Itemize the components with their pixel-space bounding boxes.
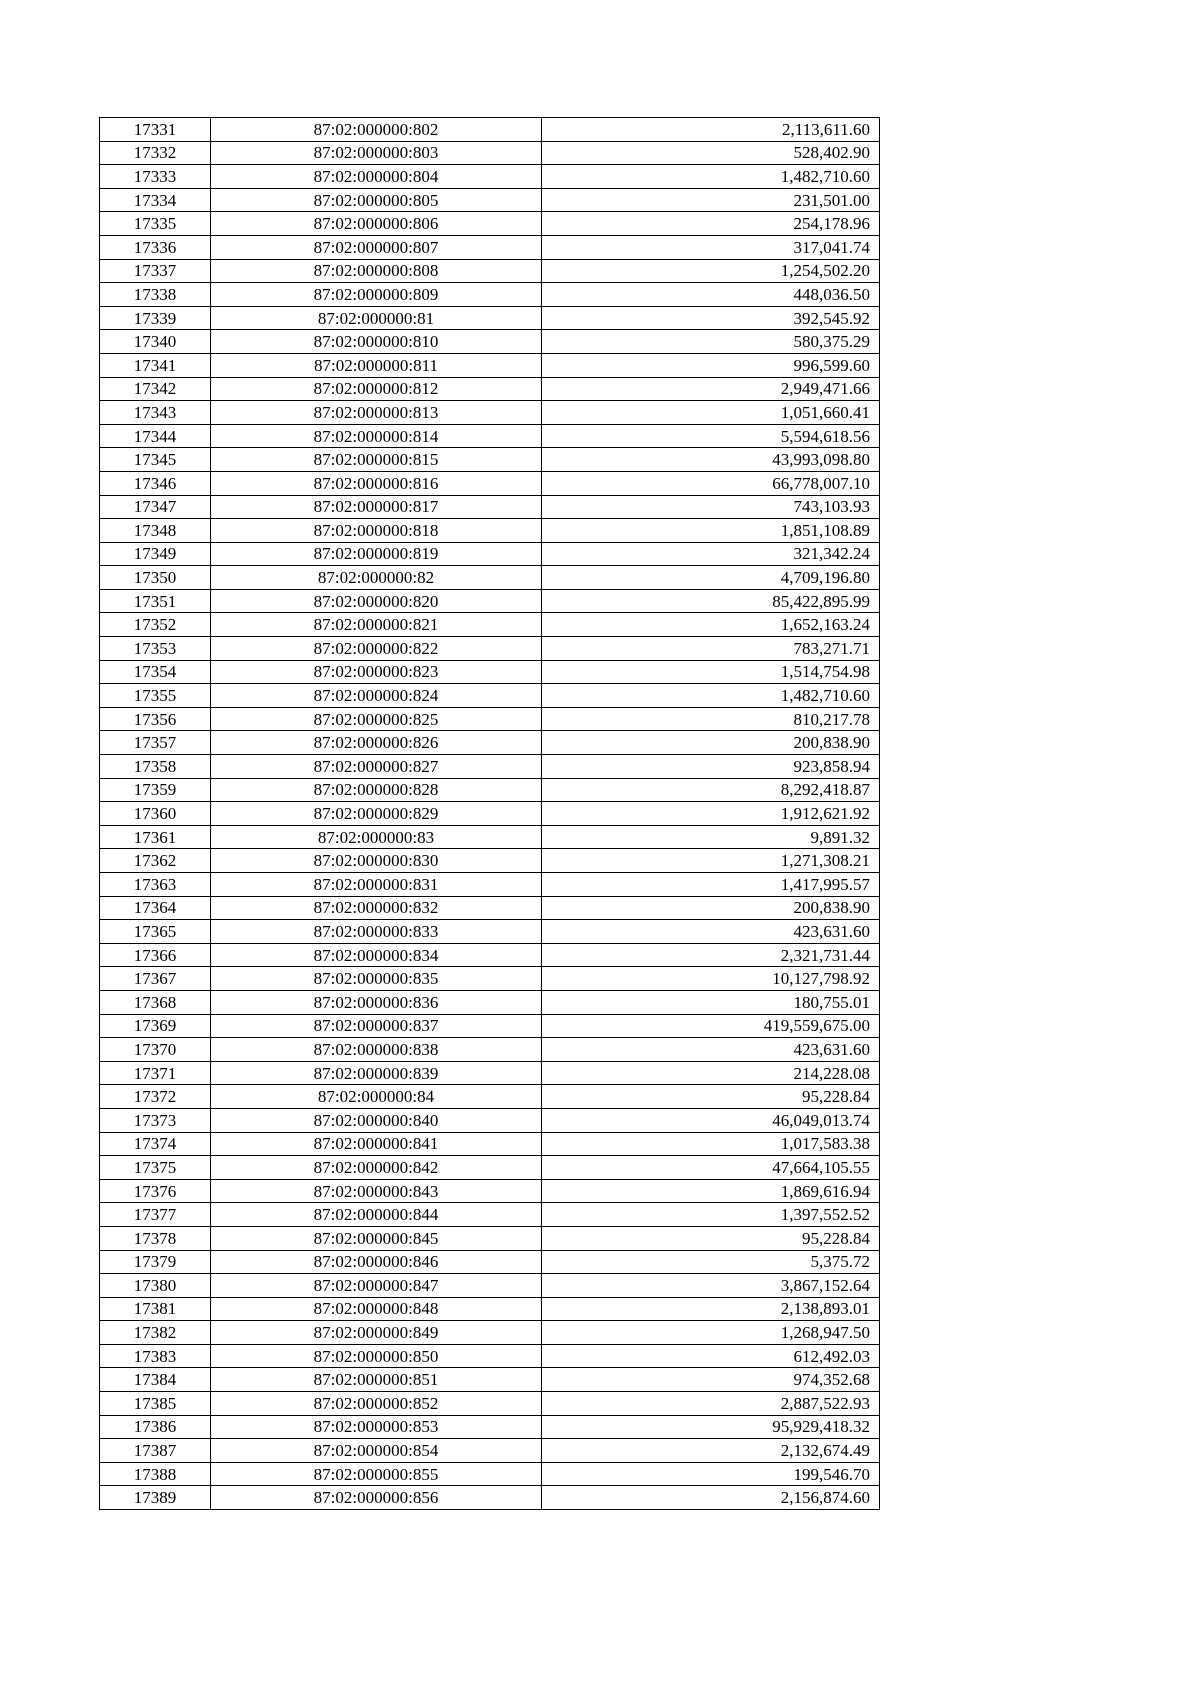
cadastral-value-cell: 95,228.84 <box>542 1085 880 1109</box>
cadastral-number-cell: 87:02:000000:806 <box>211 212 542 236</box>
cadastral-value-cell: 214,228.08 <box>542 1061 880 1085</box>
table-row <box>100 1061 880 1085</box>
row-number-cell: 17343 <box>100 401 211 425</box>
cadastral-value-cell: 1,268,947.50 <box>542 1321 880 1345</box>
row-number-cell: 17367 <box>100 967 211 991</box>
row-number-cell: 17339 <box>100 306 211 330</box>
row-number-cell: 17336 <box>100 235 211 259</box>
cadastral-number-cell: 87:02:000000:804 <box>211 165 542 189</box>
table-row <box>100 707 880 731</box>
cadastral-number-cell: 87:02:000000:844 <box>211 1203 542 1227</box>
cadastral-number-cell: 87:02:000000:832 <box>211 896 542 920</box>
table-row <box>100 1297 880 1321</box>
cadastral-number-cell: 87:02:000000:824 <box>211 684 542 708</box>
cadastral-number-cell: 87:02:000000:805 <box>211 188 542 212</box>
row-number-cell: 17386 <box>100 1415 211 1439</box>
cadastral-value-cell: 580,375.29 <box>542 330 880 354</box>
row-number-cell: 17340 <box>100 330 211 354</box>
cadastral-value-cell: 3,867,152.64 <box>542 1274 880 1298</box>
row-number-cell: 17349 <box>100 542 211 566</box>
cadastral-number-cell: 87:02:000000:839 <box>211 1061 542 1085</box>
table-row <box>100 471 880 495</box>
table-row <box>100 495 880 519</box>
cadastral-number-cell: 87:02:000000:833 <box>211 920 542 944</box>
cadastral-number-cell: 87:02:000000:841 <box>211 1132 542 1156</box>
row-number-cell: 17360 <box>100 802 211 826</box>
cadastral-number-cell: 87:02:000000:835 <box>211 967 542 991</box>
table-row <box>100 731 880 755</box>
row-number-cell: 17352 <box>100 613 211 637</box>
cadastral-value-cell: 254,178.96 <box>542 212 880 236</box>
cadastral-number-cell: 87:02:000000:852 <box>211 1392 542 1416</box>
row-number-cell: 17333 <box>100 165 211 189</box>
cadastral-number-cell: 87:02:000000:853 <box>211 1415 542 1439</box>
cadastral-value-cell: 95,929,418.32 <box>542 1415 880 1439</box>
table-row <box>100 1250 880 1274</box>
cadastral-number-cell: 87:02:000000:83 <box>211 825 542 849</box>
table-row <box>100 212 880 236</box>
cadastral-value-cell: 528,402.90 <box>542 141 880 165</box>
cadastral-value-cell: 1,271,308.21 <box>542 849 880 873</box>
cadastral-value-cell: 448,036.50 <box>542 283 880 307</box>
table-row <box>100 1203 880 1227</box>
cadastral-number-cell: 87:02:000000:831 <box>211 873 542 897</box>
row-number-cell: 17384 <box>100 1368 211 1392</box>
cadastral-value-cell: 9,891.32 <box>542 825 880 849</box>
row-number-cell: 17344 <box>100 424 211 448</box>
row-number-cell: 17371 <box>100 1061 211 1085</box>
row-number-cell: 17364 <box>100 896 211 920</box>
table-row <box>100 825 880 849</box>
table-row <box>100 353 880 377</box>
cadastral-number-cell: 87:02:000000:830 <box>211 849 542 873</box>
table-row <box>100 1038 880 1062</box>
cadastral-number-cell: 87:02:000000:828 <box>211 778 542 802</box>
cadastral-value-cell: 1,482,710.60 <box>542 684 880 708</box>
cadastral-value-cell: 612,492.03 <box>542 1344 880 1368</box>
table-row <box>100 990 880 1014</box>
cadastral-number-cell: 87:02:000000:837 <box>211 1014 542 1038</box>
table-row <box>100 896 880 920</box>
cadastral-number-cell: 87:02:000000:821 <box>211 613 542 637</box>
table-row <box>100 1344 880 1368</box>
table-row <box>100 1486 880 1510</box>
cadastral-number-cell: 87:02:000000:850 <box>211 1344 542 1368</box>
row-number-cell: 17378 <box>100 1226 211 1250</box>
table-row <box>100 1014 880 1038</box>
cadastral-number-cell: 87:02:000000:825 <box>211 707 542 731</box>
table-row <box>100 1321 880 1345</box>
cadastral-value-cell: 85,422,895.99 <box>542 589 880 613</box>
cadastral-value-table <box>99 117 880 1510</box>
table-row <box>100 542 880 566</box>
cadastral-value-cell: 2,949,471.66 <box>542 377 880 401</box>
cadastral-value-cell: 200,838.90 <box>542 896 880 920</box>
cadastral-value-cell: 5,594,618.56 <box>542 424 880 448</box>
row-number-cell: 17342 <box>100 377 211 401</box>
table-row <box>100 849 880 873</box>
row-number-cell: 17380 <box>100 1274 211 1298</box>
cadastral-value-cell: 180,755.01 <box>542 990 880 1014</box>
table-row <box>100 873 880 897</box>
cadastral-number-cell: 87:02:000000:822 <box>211 637 542 661</box>
cadastral-value-cell: 923,858.94 <box>542 755 880 779</box>
row-number-cell: 17374 <box>100 1132 211 1156</box>
cadastral-value-cell: 2,132,674.49 <box>542 1439 880 1463</box>
row-number-cell: 17389 <box>100 1486 211 1510</box>
table-row <box>100 424 880 448</box>
table-row <box>100 1085 880 1109</box>
table-row <box>100 519 880 543</box>
row-number-cell: 17346 <box>100 471 211 495</box>
cadastral-value-cell: 199,546.70 <box>542 1462 880 1486</box>
cadastral-number-cell: 87:02:000000:856 <box>211 1486 542 1510</box>
table-row <box>100 684 880 708</box>
cadastral-value-cell: 321,342.24 <box>542 542 880 566</box>
cadastral-value-cell: 743,103.93 <box>542 495 880 519</box>
cadastral-value-cell: 4,709,196.80 <box>542 566 880 590</box>
table-row <box>100 1108 880 1132</box>
row-number-cell: 17334 <box>100 188 211 212</box>
table-row <box>100 613 880 637</box>
table-row <box>100 1392 880 1416</box>
cadastral-number-cell: 87:02:000000:827 <box>211 755 542 779</box>
cadastral-number-cell: 87:02:000000:842 <box>211 1156 542 1180</box>
cadastral-value-cell: 1,652,163.24 <box>542 613 880 637</box>
row-number-cell: 17350 <box>100 566 211 590</box>
cadastral-value-cell: 2,138,893.01 <box>542 1297 880 1321</box>
table-row <box>100 306 880 330</box>
cadastral-number-cell: 87:02:000000:838 <box>211 1038 542 1062</box>
table-row <box>100 755 880 779</box>
table-row <box>100 778 880 802</box>
cadastral-value-cell: 2,113,611.60 <box>542 118 880 142</box>
table-row <box>100 802 880 826</box>
cadastral-value-cell: 1,851,108.89 <box>542 519 880 543</box>
table-row <box>100 1179 880 1203</box>
row-number-cell: 17376 <box>100 1179 211 1203</box>
cadastral-number-cell: 87:02:000000:820 <box>211 589 542 613</box>
row-number-cell: 17381 <box>100 1297 211 1321</box>
cadastral-value-cell: 2,156,874.60 <box>542 1486 880 1510</box>
row-number-cell: 17368 <box>100 990 211 1014</box>
row-number-cell: 17375 <box>100 1156 211 1180</box>
cadastral-number-cell: 87:02:000000:836 <box>211 990 542 1014</box>
cadastral-value-cell: 66,778,007.10 <box>542 471 880 495</box>
table-row <box>100 377 880 401</box>
cadastral-value-cell: 423,631.60 <box>542 1038 880 1062</box>
cadastral-value-cell: 43,993,098.80 <box>542 448 880 472</box>
cadastral-value-cell: 783,271.71 <box>542 637 880 661</box>
row-number-cell: 17366 <box>100 943 211 967</box>
cadastral-number-cell: 87:02:000000:807 <box>211 235 542 259</box>
row-number-cell: 17331 <box>100 118 211 142</box>
table-row <box>100 259 880 283</box>
row-number-cell: 17353 <box>100 637 211 661</box>
cadastral-value-cell: 46,049,013.74 <box>542 1108 880 1132</box>
cadastral-number-cell: 87:02:000000:818 <box>211 519 542 543</box>
cadastral-number-cell: 87:02:000000:802 <box>211 118 542 142</box>
row-number-cell: 17370 <box>100 1038 211 1062</box>
row-number-cell: 17382 <box>100 1321 211 1345</box>
table-body <box>100 118 880 1510</box>
table-row <box>100 1415 880 1439</box>
cadastral-number-cell: 87:02:000000:803 <box>211 141 542 165</box>
table-row <box>100 1439 880 1463</box>
row-number-cell: 17361 <box>100 825 211 849</box>
row-number-cell: 17355 <box>100 684 211 708</box>
row-number-cell: 17362 <box>100 849 211 873</box>
row-number-cell: 17351 <box>100 589 211 613</box>
cadastral-value-cell: 231,501.00 <box>542 188 880 212</box>
cadastral-number-cell: 87:02:000000:812 <box>211 377 542 401</box>
row-number-cell: 17379 <box>100 1250 211 1274</box>
row-number-cell: 17365 <box>100 920 211 944</box>
cadastral-value-cell: 1,254,502.20 <box>542 259 880 283</box>
row-number-cell: 17338 <box>100 283 211 307</box>
cadastral-number-cell: 87:02:000000:854 <box>211 1439 542 1463</box>
table-row <box>100 967 880 991</box>
cadastral-value-cell: 423,631.60 <box>542 920 880 944</box>
cadastral-number-cell: 87:02:000000:808 <box>211 259 542 283</box>
cadastral-value-cell: 8,292,418.87 <box>542 778 880 802</box>
cadastral-number-cell: 87:02:000000:809 <box>211 283 542 307</box>
row-number-cell: 17354 <box>100 660 211 684</box>
table-row <box>100 165 880 189</box>
cadastral-number-cell: 87:02:000000:819 <box>211 542 542 566</box>
table-row <box>100 401 880 425</box>
table-row <box>100 1156 880 1180</box>
table-row <box>100 920 880 944</box>
row-number-cell: 17337 <box>100 259 211 283</box>
cadastral-value-cell: 996,599.60 <box>542 353 880 377</box>
row-number-cell: 17345 <box>100 448 211 472</box>
row-number-cell: 17363 <box>100 873 211 897</box>
cadastral-value-cell: 47,664,105.55 <box>542 1156 880 1180</box>
cadastral-value-cell: 317,041.74 <box>542 235 880 259</box>
cadastral-number-cell: 87:02:000000:81 <box>211 306 542 330</box>
cadastral-value-cell: 2,887,522.93 <box>542 1392 880 1416</box>
cadastral-number-cell: 87:02:000000:815 <box>211 448 542 472</box>
cadastral-number-cell: 87:02:000000:84 <box>211 1085 542 1109</box>
row-number-cell: 17335 <box>100 212 211 236</box>
cadastral-number-cell: 87:02:000000:851 <box>211 1368 542 1392</box>
cadastral-value-cell: 1,482,710.60 <box>542 165 880 189</box>
row-number-cell: 17332 <box>100 141 211 165</box>
row-number-cell: 17387 <box>100 1439 211 1463</box>
row-number-cell: 17358 <box>100 755 211 779</box>
cadastral-value-cell: 1,397,552.52 <box>542 1203 880 1227</box>
table-row <box>100 448 880 472</box>
cadastral-number-cell: 87:02:000000:846 <box>211 1250 542 1274</box>
cadastral-number-cell: 87:02:000000:813 <box>211 401 542 425</box>
table-row <box>100 235 880 259</box>
row-number-cell: 17388 <box>100 1462 211 1486</box>
row-number-cell: 17383 <box>100 1344 211 1368</box>
cadastral-value-cell: 810,217.78 <box>542 707 880 731</box>
table-row <box>100 660 880 684</box>
cadastral-value-cell: 1,017,583.38 <box>542 1132 880 1156</box>
row-number-cell: 17372 <box>100 1085 211 1109</box>
row-number-cell: 17373 <box>100 1108 211 1132</box>
cadastral-value-cell: 974,352.68 <box>542 1368 880 1392</box>
table-row <box>100 1462 880 1486</box>
row-number-cell: 17341 <box>100 353 211 377</box>
table-row <box>100 1226 880 1250</box>
cadastral-number-cell: 87:02:000000:829 <box>211 802 542 826</box>
cadastral-value-cell: 10,127,798.92 <box>542 967 880 991</box>
cadastral-number-cell: 87:02:000000:847 <box>211 1274 542 1298</box>
cadastral-number-cell: 87:02:000000:840 <box>211 1108 542 1132</box>
cadastral-value-cell: 200,838.90 <box>542 731 880 755</box>
cadastral-value-cell: 1,912,621.92 <box>542 802 880 826</box>
table-row <box>100 283 880 307</box>
cadastral-number-cell: 87:02:000000:817 <box>211 495 542 519</box>
row-number-cell: 17357 <box>100 731 211 755</box>
table-row <box>100 1274 880 1298</box>
table-row <box>100 188 880 212</box>
row-number-cell: 17347 <box>100 495 211 519</box>
cadastral-number-cell: 87:02:000000:816 <box>211 471 542 495</box>
cadastral-value-cell: 2,321,731.44 <box>542 943 880 967</box>
table-row <box>100 1368 880 1392</box>
cadastral-value-cell: 5,375.72 <box>542 1250 880 1274</box>
cadastral-value-cell: 1,051,660.41 <box>542 401 880 425</box>
cadastral-number-cell: 87:02:000000:811 <box>211 353 542 377</box>
cadastral-number-cell: 87:02:000000:82 <box>211 566 542 590</box>
cadastral-number-cell: 87:02:000000:855 <box>211 1462 542 1486</box>
cadastral-value-cell: 95,228.84 <box>542 1226 880 1250</box>
table-row <box>100 589 880 613</box>
table-row <box>100 330 880 354</box>
table-row <box>100 943 880 967</box>
table-row <box>100 118 880 142</box>
cadastral-number-cell: 87:02:000000:834 <box>211 943 542 967</box>
row-number-cell: 17359 <box>100 778 211 802</box>
cadastral-value-cell: 1,417,995.57 <box>542 873 880 897</box>
cadastral-value-cell: 419,559,675.00 <box>542 1014 880 1038</box>
cadastral-number-cell: 87:02:000000:848 <box>211 1297 542 1321</box>
table-row <box>100 1132 880 1156</box>
row-number-cell: 17385 <box>100 1392 211 1416</box>
cadastral-value-cell: 392,545.92 <box>542 306 880 330</box>
cadastral-value-cell: 1,869,616.94 <box>542 1179 880 1203</box>
row-number-cell: 17348 <box>100 519 211 543</box>
row-number-cell: 17369 <box>100 1014 211 1038</box>
row-number-cell: 17377 <box>100 1203 211 1227</box>
row-number-cell: 17356 <box>100 707 211 731</box>
cadastral-number-cell: 87:02:000000:845 <box>211 1226 542 1250</box>
cadastral-number-cell: 87:02:000000:843 <box>211 1179 542 1203</box>
cadastral-number-cell: 87:02:000000:849 <box>211 1321 542 1345</box>
cadastral-number-cell: 87:02:000000:826 <box>211 731 542 755</box>
table-row <box>100 566 880 590</box>
cadastral-number-cell: 87:02:000000:814 <box>211 424 542 448</box>
table-row <box>100 637 880 661</box>
cadastral-value-cell: 1,514,754.98 <box>542 660 880 684</box>
cadastral-number-cell: 87:02:000000:810 <box>211 330 542 354</box>
table-row <box>100 141 880 165</box>
cadastral-number-cell: 87:02:000000:823 <box>211 660 542 684</box>
